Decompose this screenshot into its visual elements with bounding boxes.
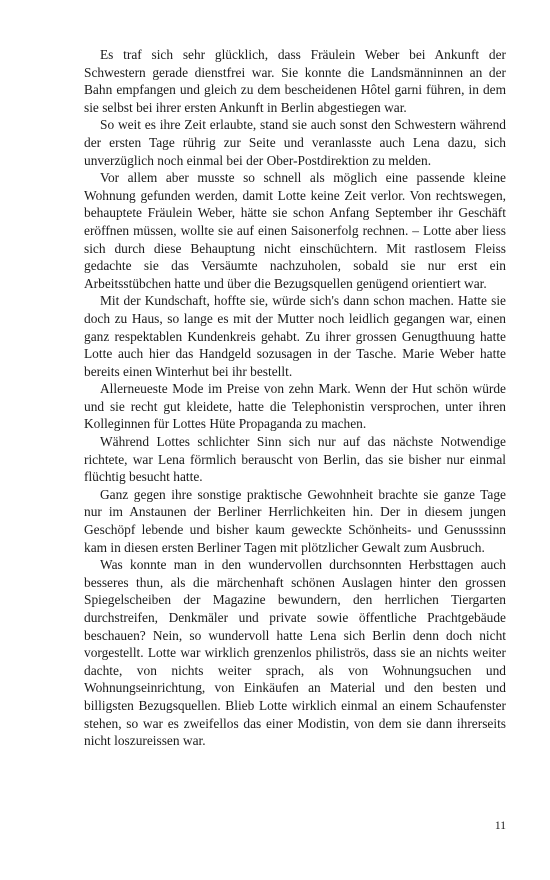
page-number: 11 bbox=[494, 820, 506, 832]
paragraph-2: So weit es ihre Zeit erlaubte, stand sie auch sonst den Schwestern während der ersten Tage rührig zur Seite und veranlasste auch Lena dazu, sich unverzüglich noch einmal bei der Ober-Postdirektion zu melden. bbox=[84, 117, 506, 168]
paragraph-3: Vor allem aber musste so schnell als möglich eine passende kleine Wohnung gefunden werden, damit Lotte keine Zeit verlor. Von rechtswegen, behauptete Fräulein Weber, hätte sie schon Anfang September ihr Geschäft eröffnen müssen, wollte sie auf einen Saisonerfolg rechnen. – Lotte aber liess sich durch diese Behauptung nicht einschüchtern. Mit rastlosem Fleiss gedachte sie das Versäumte nachzuholen, sobald sie nur erst ein Arbeitsstübchen hatte und über die Bezugsquellen genügend orientiert war. bbox=[84, 170, 506, 291]
paragraph-7: Ganz gegen ihre sonstige praktische Gewohnheit brachte sie ganze Tage nur im Anstaunen der Berliner Herrlichkeiten hin. Der in diesem jungen Geschöpf lebende und bisher kaum geweckte Schönheits- und Genusssinn kam in diesen ersten Berliner Tagen mit plötzlicher Gewalt zum Ausbruch. bbox=[84, 486, 506, 555]
paragraph-6: Während Lottes schlichter Sinn sich nur auf das nächste Notwendige richtete, war Lena förmlich berauscht von Berlin, das sie bisher nur einmal flüchtig besucht hatte. bbox=[84, 434, 506, 485]
page-body bbox=[84, 46, 506, 750]
paragraph-4: Mit der Kundschaft, hoffte sie, würde sich's dann schon machen. Hatte sie doch zu Haus, so lange es mit der Mutter noch leidlich gegangen war, einen ganz respektablen Kundenkreis gehabt. Zu ihrer grossen Genugthuung hatte Lotte auch hier das Handgeld sozusagen in der Tasche. Marie Weber hatte bereits einen Winterhut bei ihr bestellt. bbox=[84, 293, 506, 379]
paragraph-1: Es traf sich sehr glücklich, dass Fräulein Weber bei Ankunft der Schwestern gerade dienstfrei war. Sie konnte die Landsmänninnen an der Bahn empfangen und gleich zu dem bescheidenen Hôtel garni führen, in dem sie selbst bei ihrer ersten Ankunft in Berlin abgestiegen war. bbox=[84, 47, 506, 115]
paragraph-8: Was konnte man in den wundervollen durchsonnten Herbsttagen auch besseres thun, als die märchenhaft schönen Auslagen hinter den grossen Spiegelscheiben der Magazine bewundern, den herrlichen Tiergarten durchstreifen, Denkmäler und private sowie öffentliche Prachtgebäude beschauen? Nein, so wundervoll hatte Lena sich Berlin denn doch nicht vorgestellt. Lotte war wirklich grenzenlos philiströs, dass sie an nichts weiter dachte, von nichts weiter sprach, als von Wohnungsuchen und Wohnungseinrichtung, von Einkäufen an Material und den besten und billigsten Bezugsquellen. Blieb Lotte wirklich einmal an einem Schaufenster stehen, so war es zweifellos das einer Modistin, von dem sie dann ihrerseits nicht loszureissen war. bbox=[84, 557, 506, 749]
paragraph-5: Allerneueste Mode im Preise von zehn Mark. Wenn der Hut schön würde und sie recht gut kleidete, hatte die Telephonistin versprochen, unter ihren Kolleginnen für Lottes Hüte Propaganda zu machen. bbox=[84, 381, 506, 432]
